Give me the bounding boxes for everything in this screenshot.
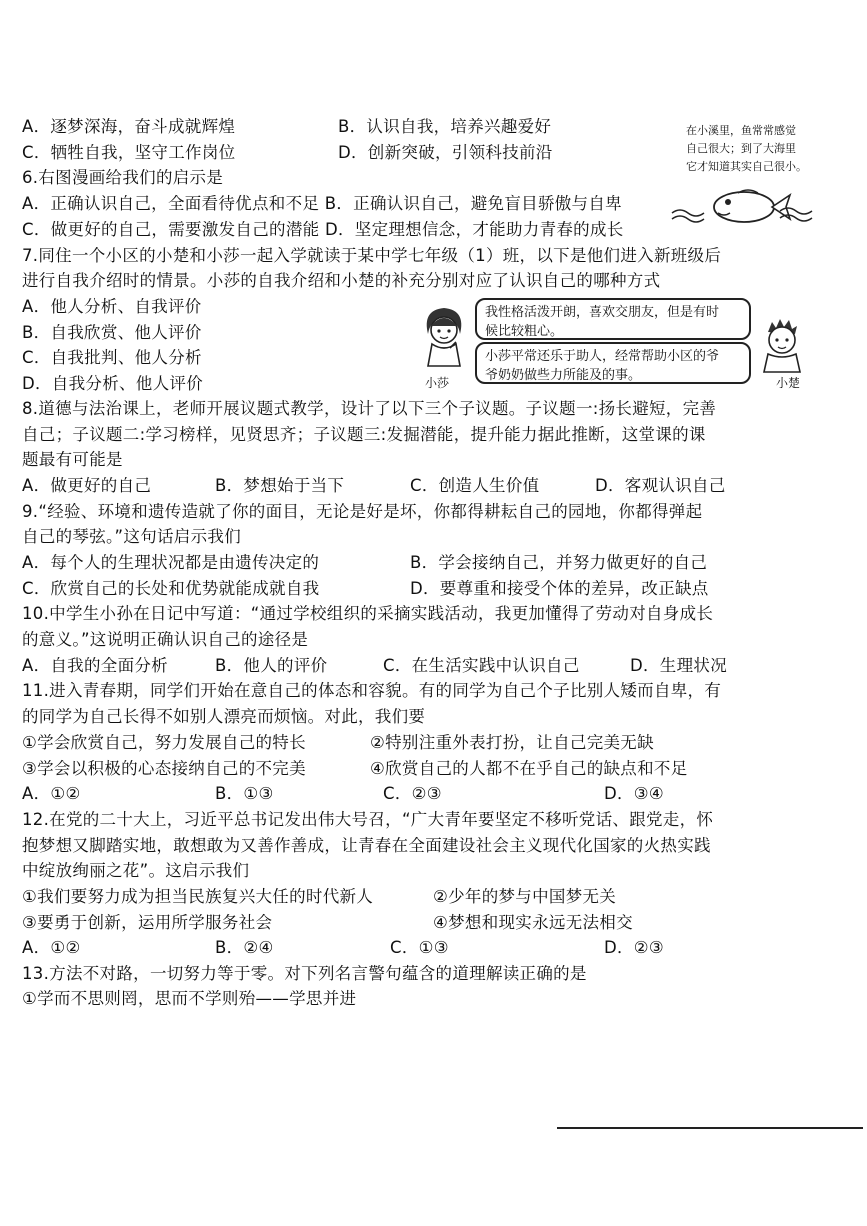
q5-option-b: B．认识自我，培养兴趣爱好 [338,117,552,136]
cartoon-caption-2: 自己很大；到了大海里 [686,142,796,155]
scan-edge-line [557,1127,863,1129]
q11-option-b: B．①③ [215,784,274,803]
q7-option-c: C．自我批判、他人分析 [22,348,202,367]
q11-stem-2: 的同学为自己长得不如别人漂亮而烦恼。对此，我们要 [22,707,426,726]
q12-statement-3: ③要勇于创新，运用所学服务社会 [22,913,273,932]
q7-stem-1: 7.同住一个小区的小楚和小莎一起入学就读于某中学七年级（1）班，以下是他们进入新班级后 [22,246,722,265]
q8-stem-2: 自己；子议题二:学习榜样，见贤思齐；子议题三:发掘潜能，提升能力据此推断，这堂课的课 [22,425,706,444]
q10-option-c: C．在生活实践中认识自己 [383,656,580,675]
q10-option-d: D．生理状况 [630,656,728,675]
bubble-boy-line-2: 爷奶奶做些力所能及的事。 [485,368,642,383]
q12-stem-1: 12.在党的二十大上，习近平总书记发出伟大号召，“广大青年要坚定不移听党话、跟党走，怀 [22,810,714,829]
q12-statement-1: ①我们要努力成为担当民族复兴大任的时代新人 [22,887,374,906]
boy-illustration [758,314,806,372]
q9-stem-2: 自己的琴弦。”这句话启示我们 [22,527,241,546]
q10-option-a: A．自我的全面分析 [22,656,168,675]
speech-bubble-boy [475,342,751,384]
q9-option-a: A．每个人的生理状况都是由遗传决定的 [22,553,320,572]
q10-option-b: B．他人的评价 [215,656,328,675]
q7-option-a: A．他人分析、自我评价 [22,297,202,316]
q11-option-c: C．②③ [383,784,442,803]
q8-stem-1: 8.道德与法治课上，老师开展议题式教学，设计了以下三个子议题。子议题一:扬长避短，完善 [22,399,717,418]
q11-statement-1: ①学会欣赏自己，努力发展自己的特长 [22,733,306,752]
q9-option-b: B．学会接纳自己，并努力做更好的自己 [410,553,708,572]
cartoon-caption-3: 它才知道其实自己很小。 [686,160,807,173]
q12-statement-2: ②少年的梦与中国梦无关 [433,887,617,906]
q7-option-b: B．自我欣赏、他人评价 [22,323,202,342]
q11-statement-4: ④欣赏自己的人都不在乎自己的缺点和不足 [370,759,688,778]
q12-option-c: C．①③ [390,938,449,957]
fish-cartoon [668,185,818,230]
bubble-girl-line-2: 候比较粗心。 [485,324,564,339]
q8-option-b: B．梦想始于当下 [215,476,345,495]
girl-illustration [420,304,468,368]
q10-stem-1: 10.中学生小孙在日记中写道：“通过学校组织的采摘实践活动，我更加懂得了劳动对自身成长 [22,604,714,623]
cartoon-caption-1: 在小溪里，鱼常常感觉 [686,124,796,137]
q11-option-d: D．③④ [604,784,664,803]
q12-stem-2: 抱梦想又脚踏实地，敢想敢为又善作善成，让青春在全面建设社会主义现代化国家的火热实践 [22,836,711,855]
q12-statement-4: ④梦想和现实永远无法相交 [433,913,633,932]
q7-option-d: D．自我分析、他人评价 [22,374,204,393]
q6-options-cd: C．做更好的自己，需要激发自己的潜能 D．坚定理想信念，才能助力青春的成长 [22,220,624,239]
q6-stem: 6.右图漫画给我们的启示是 [22,168,224,187]
q5-option-d: D．创新突破，引领科技前沿 [338,143,553,162]
q12-option-d: D．②③ [604,938,664,957]
q7-stem-2: 进行自我介绍时的情景。小莎的自我介绍和小楚的补充分别对应了认识自己的哪种方式 [22,271,661,290]
q6-options-ab: A．正确认识自己，全面看待优点和不足 B．正确认识自己，避免盲目骄傲与自卑 [22,194,622,213]
q11-option-a: A．①② [22,784,81,803]
q11-stem-1: 11.进入青春期，同学们开始在意自己的体态和容貌。有的同学为自己个子比别人矮而自卑，有 [22,681,722,700]
q9-stem-1: 9.“经验、环境和遗传造就了你的面目，无论是好是坏，你都得耕耘自己的园地，你都得弹起 [22,502,703,521]
q11-statement-3: ③学会以积极的心态接纳自己的不完美 [22,759,306,778]
q13-stem: 13.方法不对路，一切努力等于零。对下列名言警句蕴含的道理解读正确的是 [22,964,587,983]
q8-option-c: C．创造人生价值 [410,476,540,495]
q13-statement-1: ①学而不思则罔，思而不学则殆——学思并进 [22,989,357,1008]
q5-option-c: C．牺牲自我，坚守工作岗位 [22,143,236,162]
q8-option-d: D．客观认识自己 [595,476,726,495]
speech-bubble-girl [475,298,751,340]
q12-option-a: A．①② [22,938,81,957]
bubble-girl-line-1: 我性格活泼开朗，喜欢交朋友，但是有时 [485,305,720,320]
bubble-boy-line-1: 小莎平常还乐于助人，经常帮助小区的爷 [485,349,720,364]
q12-stem-3: 中绽放绚丽之花”。这启示我们 [22,861,250,880]
boy-name: 小楚 [776,376,801,390]
q11-statement-2: ②特别注重外表打扮，让自己完美无缺 [370,733,654,752]
q10-stem-2: 的意义。”这说明正确认识自己的途径是 [22,630,309,649]
q5-option-a: A．逐梦深海，奋斗成就辉煌 [22,117,236,136]
q12-option-b: B．②④ [215,938,274,957]
girl-name: 小莎 [425,376,450,390]
q9-option-d: D．要尊重和接受个体的差异，改正缺点 [410,579,709,598]
q9-option-c: C．欣赏自己的长处和优势就能成就自我 [22,579,320,598]
q8-option-a: A．做更好的自己 [22,476,152,495]
q8-stem-3: 题最有可能是 [22,450,123,469]
